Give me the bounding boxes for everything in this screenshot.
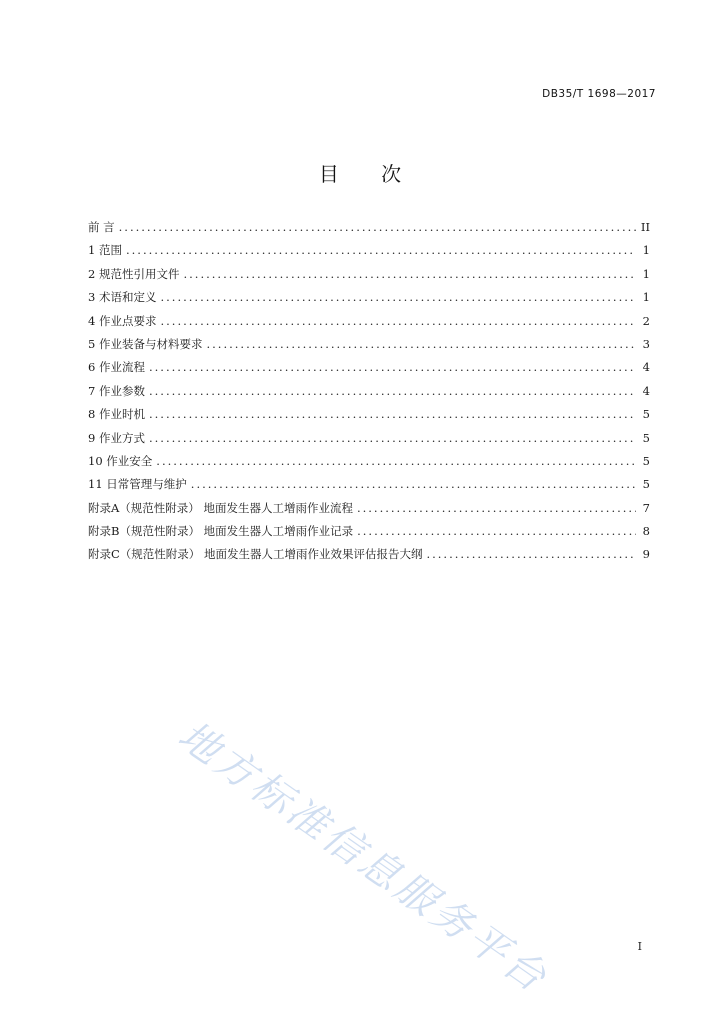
toc-leader-dots (160, 286, 636, 309)
standard-code: DB35/T 1698—2017 (542, 88, 656, 100)
toc-entry-maintenance[interactable] (88, 473, 650, 496)
toc-leader-dots (126, 239, 636, 262)
toc-entry-page: 5 (642, 430, 650, 445)
toc-entry-site-requirements[interactable] (88, 310, 650, 333)
toc-entry-appendix-a[interactable] (88, 497, 650, 520)
toc-leader-dots (149, 356, 636, 379)
toc-entry-procedure[interactable] (88, 356, 650, 379)
toc-entry-foreword[interactable] (88, 216, 650, 239)
table-of-contents (88, 216, 650, 567)
toc-leader-dots (119, 216, 636, 239)
toc-entry-label: 2 规范性引用文件 (88, 266, 180, 281)
toc-entry-page: 8 (642, 524, 650, 539)
toc-entry-label: 11 日常管理与维护 (88, 477, 187, 492)
toc-entry-label: 6 作业流程 (88, 360, 145, 375)
toc-entry-method[interactable] (88, 427, 650, 450)
toc-entry-label: 5 作业装备与材料要求 (88, 336, 203, 351)
toc-entry-page: 1 (642, 290, 650, 305)
toc-entry-appendix-b[interactable] (88, 520, 650, 543)
toc-entry-terms-definitions[interactable] (88, 286, 650, 309)
toc-entry-label: 1 范围 (88, 243, 122, 258)
toc-entry-label: 10 作业安全 (88, 453, 153, 468)
toc-entry-page: 9 (642, 547, 650, 562)
toc-entry-page: 7 (642, 500, 650, 515)
toc-entry-label: 9 作业方式 (88, 430, 145, 445)
toc-entry-label: 4 作业点要求 (88, 313, 157, 328)
toc-entry-normative-references[interactable] (88, 263, 650, 286)
watermark: 地方标准信息服务平台 (169, 712, 557, 1003)
toc-title: 目 次 (318, 162, 420, 186)
toc-entry-label: 7 作业参数 (88, 383, 145, 398)
toc-entry-label: 3 术语和定义 (88, 290, 157, 305)
toc-entry-page: 1 (642, 243, 650, 258)
toc-entry-page: 3 (642, 336, 650, 351)
toc-entry-label: 附录A（规范性附录） 地面发生器人工增雨作业流程 (88, 500, 353, 515)
toc-entry-timing[interactable] (88, 403, 650, 426)
toc-entry-label: 8 作业时机 (88, 407, 145, 422)
toc-entry-page: 5 (642, 407, 650, 422)
toc-entry-safety[interactable] (88, 450, 650, 473)
toc-entry-label: 前 言 (88, 220, 115, 234)
toc-leader-dots (156, 450, 636, 473)
toc-entry-label: 附录B（规范性附录） 地面发生器人工增雨作业记录 (88, 524, 354, 539)
page-number: I (637, 940, 642, 953)
toc-leader-dots (426, 543, 636, 566)
toc-leader-dots (357, 520, 636, 543)
toc-leader-dots (149, 380, 636, 403)
toc-entry-appendix-c[interactable] (88, 543, 650, 566)
toc-leader-dots (357, 497, 636, 520)
toc-leader-dots (191, 473, 636, 496)
toc-entry-page: 4 (642, 383, 650, 398)
toc-entry-page: 2 (642, 313, 650, 328)
toc-entry-page: II (640, 220, 650, 234)
toc-entry-scope[interactable] (88, 239, 650, 262)
toc-entry-page: 1 (642, 266, 650, 281)
toc-entry-parameters[interactable] (88, 380, 650, 403)
toc-leader-dots (149, 403, 636, 426)
toc-entry-page: 5 (642, 453, 650, 468)
toc-leader-dots (149, 427, 636, 450)
toc-leader-dots (206, 333, 636, 356)
toc-leader-dots (183, 263, 636, 286)
toc-entry-page: 5 (642, 477, 650, 492)
toc-entry-equipment-materials[interactable] (88, 333, 650, 356)
toc-entry-page: 4 (642, 360, 650, 375)
toc-leader-dots (160, 310, 636, 333)
toc-entry-label: 附录C（规范性附录） 地面发生器人工增雨作业效果评估报告大纲 (88, 547, 423, 562)
